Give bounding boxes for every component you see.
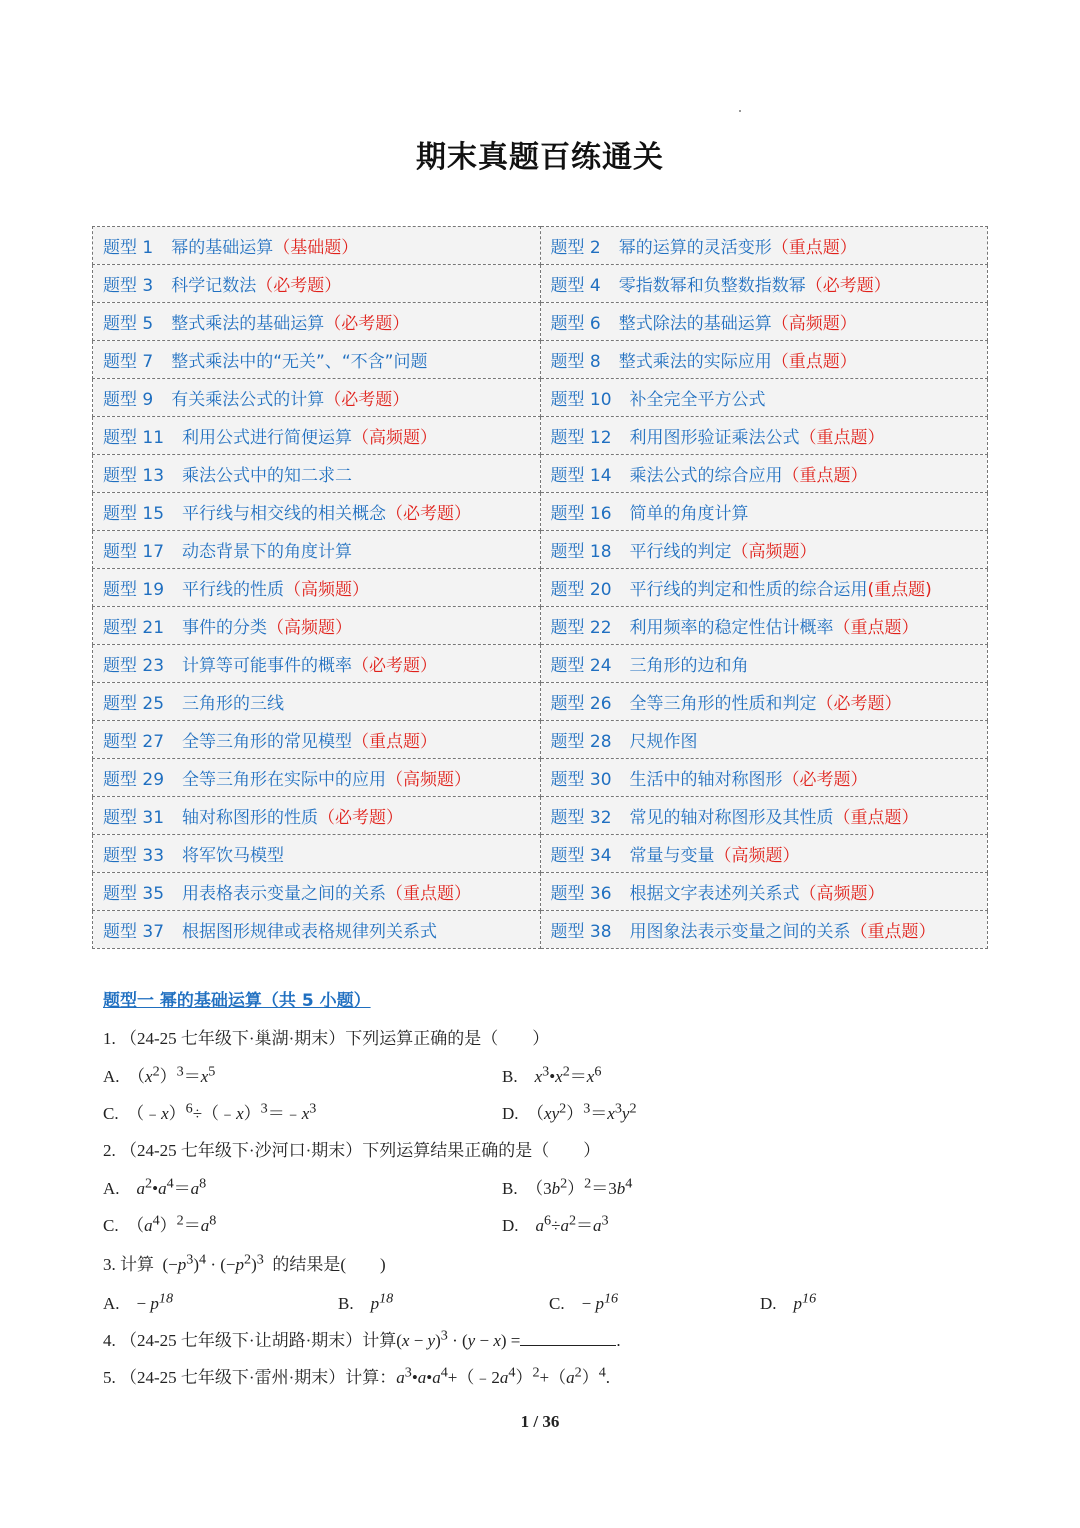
- topic-link[interactable]: [551, 618, 919, 638]
- topic-table: [92, 226, 988, 949]
- topic-number: 题型 25: [103, 694, 165, 714]
- topic-tag: （重点题）: [386, 884, 472, 904]
- topic-row: [93, 797, 988, 835]
- topic-link[interactable]: [103, 922, 437, 942]
- topic-name: 利用频率的稳定性估计概率: [629, 618, 834, 638]
- topic-link[interactable]: [103, 618, 352, 638]
- topic-link[interactable]: [551, 504, 749, 524]
- topic-link[interactable]: [551, 428, 885, 448]
- topic-link[interactable]: [551, 276, 891, 296]
- topic-link[interactable]: [103, 314, 409, 334]
- topic-name: 尺规作图: [629, 732, 698, 752]
- question-2-stem: 2. （24-25 七年级下·沙河口·期末）下列运算结果正确的是（ ）: [103, 1141, 601, 1160]
- topic-cell: [93, 873, 541, 911]
- topic-cell: [93, 531, 541, 569]
- topic-link[interactable]: [103, 884, 471, 904]
- topic-cell: [540, 759, 988, 797]
- question-1-option-a: A. $(x^2)^3=x^5$: [103, 1063, 216, 1086]
- topic-tag: （高频题）: [284, 580, 370, 600]
- topic-number: 题型 15: [103, 504, 165, 524]
- topic-number: 题型 6: [550, 314, 601, 334]
- topic-name: 简单的角度计算: [629, 504, 749, 524]
- topic-name: 有关乘法公式的计算: [171, 390, 325, 410]
- topic-name: 全等三角形的性质和判定: [629, 694, 817, 714]
- topic-cell: [540, 417, 988, 455]
- topic-link[interactable]: [103, 846, 284, 866]
- topic-link[interactable]: [551, 808, 919, 828]
- topic-name: 全等三角形在实际中的应用: [182, 770, 387, 790]
- topic-link[interactable]: [103, 390, 409, 410]
- topic-row: [93, 227, 988, 265]
- topic-number: 题型 24: [550, 656, 612, 676]
- topic-link[interactable]: [551, 466, 868, 486]
- topic-name: 乘法公式中的知二求二: [182, 466, 353, 486]
- topic-name: 计算等可能事件的概率: [182, 656, 353, 676]
- topic-name: 三角形的边和角: [629, 656, 749, 676]
- topic-link[interactable]: [103, 276, 341, 296]
- topic-number: 题型 12: [550, 428, 612, 448]
- topic-cell: [540, 227, 988, 265]
- question-2-option-a: A. $a^2•a^4=a^8$: [103, 1175, 207, 1198]
- topic-number: 题型 2: [550, 238, 601, 258]
- topic-cell: [93, 797, 541, 835]
- topic-name: 三角形的三线: [182, 694, 285, 714]
- topic-link[interactable]: [551, 846, 800, 866]
- topic-cell: [540, 797, 988, 835]
- topic-row: [93, 455, 988, 493]
- topic-tag: （高频题）: [352, 428, 438, 448]
- topic-row: [93, 493, 988, 531]
- topic-number: 题型 16: [550, 504, 612, 524]
- topic-link[interactable]: [103, 428, 437, 448]
- topic-tag: （重点题）: [771, 238, 857, 258]
- topic-link[interactable]: [551, 580, 932, 600]
- topic-link[interactable]: [103, 808, 403, 828]
- question-1-stem: 1. （24-25 七年级下·巢湖·期末）下列运算正确的是（ ）: [103, 1029, 550, 1048]
- topic-tag: （高频题）: [714, 846, 800, 866]
- question-4-answer-blank[interactable]: [520, 1331, 616, 1346]
- topic-link[interactable]: [551, 238, 857, 258]
- topic-row: [93, 265, 988, 303]
- topic-name: 平行线的判定和性质的综合运用: [629, 580, 868, 600]
- topic-cell: [93, 303, 541, 341]
- topic-number: 题型 20: [550, 580, 612, 600]
- topic-name: 幂的基础运算: [171, 238, 274, 258]
- topic-cell: [93, 721, 541, 759]
- topic-tag: （高频题）: [731, 542, 817, 562]
- topic-tag: （必考题）: [805, 276, 891, 296]
- topic-link[interactable]: [551, 314, 857, 334]
- topic-cell: [93, 379, 541, 417]
- topic-tag: （必考题）: [318, 808, 404, 828]
- topic-number: 题型 28: [550, 732, 612, 752]
- topic-name: 整式乘法的实际应用: [618, 352, 772, 372]
- topic-cell: [540, 265, 988, 303]
- topic-tag: （基础题）: [273, 238, 359, 258]
- topic-cell: [93, 455, 541, 493]
- topic-cell: [540, 493, 988, 531]
- topic-number: 题型 35: [103, 884, 165, 904]
- topic-link[interactable]: [551, 352, 857, 372]
- topic-name: 利用图形验证乘法公式: [629, 428, 800, 448]
- topic-cell: [93, 417, 541, 455]
- topic-row: [93, 911, 988, 949]
- topic-number: 题型 14: [550, 466, 612, 486]
- topic-cell: [93, 265, 541, 303]
- question-5-stem: [103, 1363, 610, 1388]
- topic-row: [93, 873, 988, 911]
- question-4-stem: 4. （24-25 七年级下·让胡路·期末）计算$(x - y)^3 \cdot (y - x)$ = .: [103, 1327, 621, 1350]
- topic-name: 整式乘法中的“无关”、“不含”问题: [171, 352, 428, 372]
- topic-cell: [93, 911, 541, 949]
- topic-name: 平行线的判定: [629, 542, 732, 562]
- page-title: 期末真题百练通关: [416, 140, 664, 175]
- topic-number: 题型 3: [103, 276, 154, 296]
- topic-tag: (重点题): [867, 580, 932, 600]
- topic-number: 题型 30: [550, 770, 612, 790]
- question-4-prefix: 4. （24-25 七年级下·让胡路·期末）计算: [103, 1331, 397, 1350]
- topic-number: 题型 22: [550, 618, 612, 638]
- topic-name: 生活中的轴对称图形: [629, 770, 783, 790]
- topic-row: [93, 303, 988, 341]
- topic-tag: （重点题）: [352, 732, 438, 752]
- question-3-option-b: B. $p^{18}$: [338, 1290, 394, 1313]
- topic-tag: （重点题）: [782, 466, 868, 486]
- topic-name: 用图象法表示变量之间的关系: [629, 922, 851, 942]
- topic-cell: [540, 607, 988, 645]
- question-3-prefix: 3. 计算: [103, 1255, 154, 1274]
- topic-name: 用表格表示变量之间的关系: [182, 884, 387, 904]
- topic-number: 题型 21: [103, 618, 165, 638]
- topic-cell: [93, 759, 541, 797]
- topic-tag: （重点题）: [850, 922, 936, 942]
- topic-row: [93, 341, 988, 379]
- topic-cell: [93, 493, 541, 531]
- topic-number: 题型 11: [103, 428, 165, 448]
- topic-tag: （必考题）: [816, 694, 902, 714]
- topic-number: 题型 36: [550, 884, 612, 904]
- topic-row: [93, 531, 988, 569]
- topic-link[interactable]: [103, 694, 284, 714]
- topic-name: 科学记数法: [171, 276, 257, 296]
- topic-tag: （必考题）: [256, 276, 342, 296]
- topic-tag: （必考题）: [324, 314, 410, 334]
- topic-name: 事件的分类: [182, 618, 268, 638]
- topic-tag: （必考题）: [386, 504, 472, 524]
- topic-number: 题型 27: [103, 732, 165, 752]
- topic-name: 补全完全平方公式: [629, 390, 766, 410]
- topic-name: 利用公式进行简便运算: [182, 428, 353, 448]
- topic-cell: [540, 341, 988, 379]
- topic-link[interactable]: [103, 238, 358, 258]
- topic-number: 题型 37: [103, 922, 165, 942]
- topic-number: 题型 26: [550, 694, 612, 714]
- topic-name: 平行线的性质: [182, 580, 285, 600]
- question-2-option-d: D. $a^6\div a^2=a^3$: [502, 1212, 609, 1235]
- topic-tag: （重点题）: [771, 352, 857, 372]
- topic-tag: （高频题）: [771, 314, 857, 334]
- topic-cell: [540, 873, 988, 911]
- topic-tag: （必考题）: [782, 770, 868, 790]
- topic-number: 题型 17: [103, 542, 165, 562]
- topic-name: 全等三角形的常见模型: [182, 732, 353, 752]
- topic-cell: [93, 341, 541, 379]
- topic-link[interactable]: [103, 352, 427, 372]
- topic-row: [93, 759, 988, 797]
- topic-name: 常见的轴对称图形及其性质: [629, 808, 834, 828]
- topic-row: [93, 835, 988, 873]
- question-4-expression: $(x - y)^3 \cdot (y - x)$ =: [396, 1327, 521, 1350]
- topic-link[interactable]: [551, 542, 817, 562]
- page-number: 1 / 36: [520, 1412, 560, 1431]
- topic-cell: [93, 835, 541, 873]
- topic-number: 题型 33: [103, 846, 165, 866]
- topic-row: [93, 379, 988, 417]
- question-3-option-d: D. $p^{16}$: [760, 1290, 817, 1313]
- question-3-expression: $(-p^3)^4 \cdot (-p^2)^3$: [158, 1251, 264, 1274]
- topic-row: [93, 721, 988, 759]
- question-1-option-d: D. $(xy^2)^3=x^3y^2$: [502, 1100, 637, 1123]
- question-3-suffix: 的结果是( ): [272, 1255, 386, 1274]
- topic-row: [93, 645, 988, 683]
- topic-link[interactable]: [551, 656, 749, 676]
- topic-name: 整式除法的基础运算: [618, 314, 772, 334]
- question-5-expression: $a^3•a•a^4+(﹣2a^4)^2+(a^2)^4$.: [396, 1364, 611, 1387]
- topic-link[interactable]: [551, 922, 936, 942]
- topic-cell: [540, 721, 988, 759]
- topic-name: 平行线与相交线的相关概念: [182, 504, 387, 524]
- topic-link[interactable]: [103, 504, 471, 524]
- topic-name: 动态背景下的角度计算: [182, 542, 353, 562]
- topic-cell: [540, 911, 988, 949]
- topic-number: 题型 10: [550, 390, 612, 410]
- topic-number: 题型 1: [103, 238, 154, 258]
- topic-row: [93, 417, 988, 455]
- question-3-stem: [103, 1250, 386, 1275]
- topic-number: 题型 9: [103, 390, 154, 410]
- topic-tag: （高频题）: [799, 884, 885, 904]
- topic-link[interactable]: [103, 580, 369, 600]
- topic-link[interactable]: [551, 732, 698, 752]
- topic-cell: [540, 835, 988, 873]
- question-2-option-b: B. $(3b^2)^2=3b^4$: [502, 1175, 633, 1198]
- topic-name: 幂的运算的灵活变形: [618, 238, 772, 258]
- topic-number: 题型 29: [103, 770, 165, 790]
- topic-cell: [93, 683, 541, 721]
- topic-number: 题型 32: [550, 808, 612, 828]
- topic-number: 题型 13: [103, 466, 165, 486]
- topic-name: 整式乘法的基础运算: [171, 314, 325, 334]
- topic-row: [93, 683, 988, 721]
- topic-tag: （高频题）: [386, 770, 472, 790]
- topic-name: 乘法公式的综合应用: [629, 466, 783, 486]
- topic-cell: [540, 455, 988, 493]
- topic-name: 根据图形规律或表格规律列关系式: [182, 922, 438, 942]
- topic-link[interactable]: [551, 390, 766, 410]
- question-5-prefix: 5. （24-25 七年级下·雷州·期末）计算：: [103, 1368, 397, 1387]
- topic-link[interactable]: [551, 884, 885, 904]
- topic-link[interactable]: [103, 656, 437, 676]
- topic-cell: [93, 607, 541, 645]
- topic-link[interactable]: [103, 466, 352, 486]
- question-1-option-b: B. $x^3•x^2=x^6$: [502, 1063, 602, 1086]
- topic-tag: （必考题）: [352, 656, 438, 676]
- topic-cell: [93, 645, 541, 683]
- question-3-option-a: A. − $p^{18}$: [103, 1290, 174, 1313]
- topic-number: 题型 4: [550, 276, 601, 296]
- question-3-option-c: C. − $p^{16}$: [549, 1290, 619, 1313]
- topic-cell: [93, 569, 541, 607]
- topic-link[interactable]: [103, 732, 437, 752]
- topic-number: 题型 23: [103, 656, 165, 676]
- topic-number: 题型 31: [103, 808, 165, 828]
- topic-link[interactable]: [103, 770, 471, 790]
- topic-cell: [540, 303, 988, 341]
- topic-link[interactable]: [551, 770, 868, 790]
- topic-name: 轴对称图形的性质: [182, 808, 319, 828]
- topic-number: 题型 18: [550, 542, 612, 562]
- topic-name: 常量与变量: [629, 846, 715, 866]
- topic-number: 题型 7: [103, 352, 154, 372]
- topic-row: [93, 607, 988, 645]
- topic-name: 根据文字表述列关系式: [629, 884, 800, 904]
- topic-cell: [93, 227, 541, 265]
- topic-row: [93, 569, 988, 607]
- topic-number: 题型 5: [103, 314, 154, 334]
- topic-name: 零指数幂和负整数指数幂: [618, 276, 806, 296]
- section-heading[interactable]: 题型一 幂的基础运算（共 5 小题）: [103, 991, 371, 1011]
- question-2-option-c: C. $(a^4)^2=a^8$: [103, 1212, 217, 1235]
- topic-tag: （重点题）: [799, 428, 885, 448]
- topic-cell: [540, 379, 988, 417]
- topic-number: 题型 8: [550, 352, 601, 372]
- stray-mark: [739, 110, 741, 112]
- topic-tag: （重点题）: [833, 618, 919, 638]
- topic-cell: [540, 683, 988, 721]
- topic-name: 将军饮马模型: [182, 846, 285, 866]
- topic-number: 题型 38: [550, 922, 612, 942]
- topic-tag: （高频题）: [267, 618, 353, 638]
- topic-number: 题型 34: [550, 846, 612, 866]
- topic-tag: （重点题）: [833, 808, 919, 828]
- topic-link[interactable]: [551, 694, 902, 714]
- topic-cell: [540, 531, 988, 569]
- topic-link[interactable]: [103, 542, 352, 562]
- topic-tag: （必考题）: [324, 390, 410, 410]
- topic-cell: [540, 569, 988, 607]
- topic-cell: [540, 645, 988, 683]
- question-1-option-c: C. $(﹣x)^6\div(﹣x)^3=﹣x^3$: [103, 1100, 317, 1123]
- topic-number: 题型 19: [103, 580, 165, 600]
